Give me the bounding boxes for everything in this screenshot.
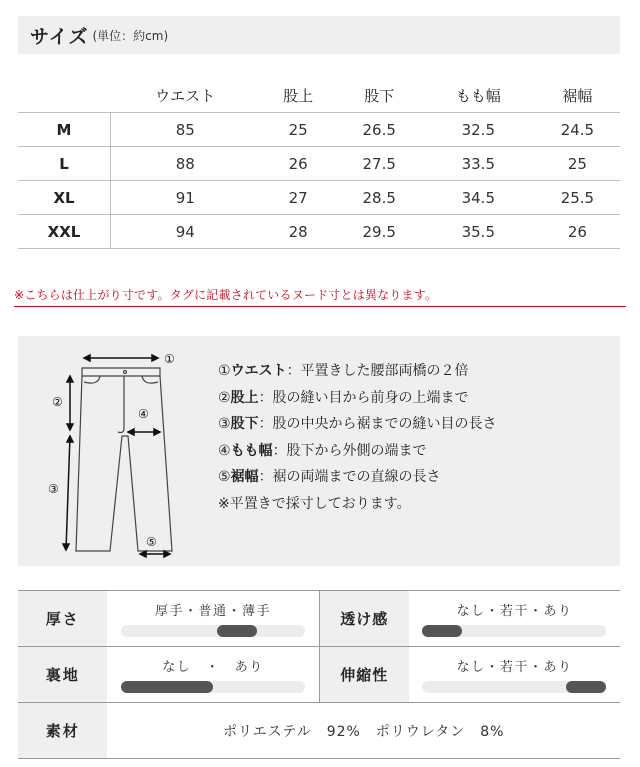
table-cell: 85 bbox=[111, 113, 260, 147]
legend-item: ④もも幅：股下から外側の端まで bbox=[218, 442, 427, 459]
size-label: L bbox=[18, 147, 111, 181]
fabric-row bbox=[18, 647, 620, 703]
size-label: M bbox=[18, 113, 111, 147]
page-title: サイズ bbox=[30, 25, 89, 48]
sheer-options: なし・若干・あり bbox=[456, 604, 573, 619]
table-cell: 26 bbox=[260, 147, 337, 181]
pants-diagram bbox=[48, 346, 218, 558]
lining-track bbox=[121, 681, 305, 693]
table-cell: 25.5 bbox=[535, 181, 620, 215]
measurement-legend bbox=[218, 358, 497, 517]
table-cell: 33.5 bbox=[422, 147, 535, 181]
fabric-table bbox=[18, 590, 620, 759]
table-row bbox=[18, 147, 620, 181]
table-cell: 94 bbox=[111, 215, 260, 249]
fabric-row bbox=[18, 703, 620, 759]
table-cell: 32.5 bbox=[422, 113, 535, 147]
material-value: ポリエステル 92% ポリウレタン 8% bbox=[107, 703, 620, 759]
sheer-scale bbox=[409, 591, 620, 647]
table-cell: 27 bbox=[260, 181, 337, 215]
measurement-guide bbox=[18, 336, 620, 566]
stretch-scale bbox=[409, 647, 620, 703]
table-cell: 88 bbox=[111, 147, 260, 181]
marker-1: ① bbox=[164, 352, 175, 366]
marker-3: ③ bbox=[48, 482, 59, 496]
table-cell: 35.5 bbox=[422, 215, 535, 249]
marker-2: ② bbox=[52, 395, 63, 409]
material-label: 素材 bbox=[18, 703, 107, 759]
table-row bbox=[18, 181, 620, 215]
size-table bbox=[18, 78, 620, 249]
size-table-header bbox=[18, 78, 620, 113]
table-cell: 29.5 bbox=[337, 215, 422, 249]
stretch-options: なし・若干・あり bbox=[456, 660, 573, 675]
thickness-options: 厚手・普通・薄手 bbox=[154, 604, 271, 619]
thickness-indicator bbox=[217, 625, 257, 637]
table-row bbox=[18, 215, 620, 249]
fabric-row bbox=[18, 591, 620, 647]
table-cell: 28.5 bbox=[337, 181, 422, 215]
thickness-scale bbox=[107, 591, 319, 647]
legend-item: ③股下：股の中央から裾までの縫い目の長さ bbox=[218, 416, 497, 432]
lining-scale bbox=[107, 647, 319, 703]
col-hem: 裾幅 bbox=[562, 86, 593, 105]
table-row bbox=[18, 113, 620, 147]
stretch-indicator bbox=[566, 681, 606, 693]
size-label: XL bbox=[18, 181, 111, 215]
finished-size-note: ※こちらは仕上がり寸です。タグに記載されているヌード寸とは異なります。 bbox=[14, 286, 626, 307]
sheer-indicator bbox=[422, 625, 462, 637]
col-rise: 股上 bbox=[283, 86, 314, 105]
thickness-label: 厚さ bbox=[18, 591, 107, 647]
table-cell: 91 bbox=[111, 181, 260, 215]
sheer-track bbox=[422, 625, 606, 637]
marker-5: ⑤ bbox=[146, 535, 157, 549]
col-waist: ウエスト bbox=[155, 86, 216, 105]
legend-item: ⑤裾幅：裾の両端までの直線の長さ bbox=[218, 469, 441, 485]
stretch-label: 伸縮性 bbox=[319, 647, 409, 703]
sheer-label: 透け感 bbox=[319, 591, 409, 647]
thickness-track bbox=[121, 625, 305, 637]
table-cell: 24.5 bbox=[535, 113, 620, 147]
lining-options: なし ・ あり bbox=[162, 660, 264, 675]
legend-item: ①ウエスト：平置きした腰部両橋の２倍 bbox=[218, 363, 469, 379]
unit-label: (単位：約cm) bbox=[92, 28, 169, 43]
title-bar bbox=[18, 16, 620, 54]
stretch-track bbox=[422, 681, 606, 693]
col-thigh: もも幅 bbox=[455, 86, 501, 105]
table-cell: 28 bbox=[260, 215, 337, 249]
lining-label: 裏地 bbox=[18, 647, 107, 703]
lining-indicator bbox=[121, 681, 213, 693]
marker-4: ④ bbox=[138, 407, 149, 421]
col-inseam: 股下 bbox=[364, 86, 395, 105]
table-cell: 26 bbox=[535, 215, 620, 249]
table-cell: 25 bbox=[260, 113, 337, 147]
header-blank bbox=[18, 78, 111, 113]
legend-item: ②股上：股の縫い目から前身の上端まで bbox=[218, 389, 469, 406]
size-label: XXL bbox=[18, 215, 111, 249]
table-cell: 27.5 bbox=[337, 147, 422, 181]
legend-note: ※平置きで採寸しております。 bbox=[218, 495, 411, 512]
table-cell: 26.5 bbox=[337, 113, 422, 147]
table-cell: 25 bbox=[535, 147, 620, 181]
table-cell: 34.5 bbox=[422, 181, 535, 215]
